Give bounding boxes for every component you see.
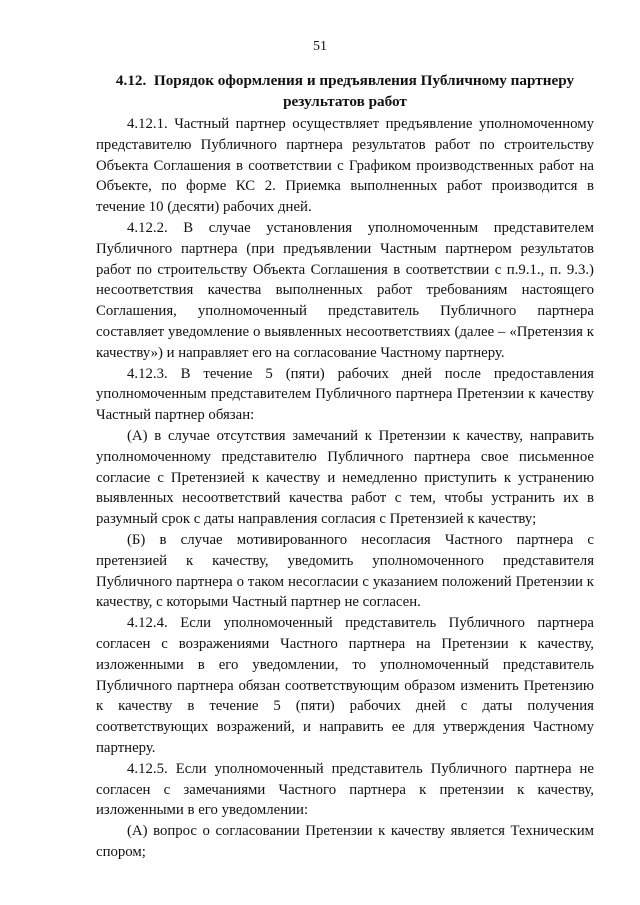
page-number: 51 [313, 39, 327, 54]
section-title-line2: результатов работ [283, 93, 407, 110]
paragraph-4-12-5: 4.12.5. Если уполномоченный представитель Публичного партнера не согласен с замечаниями Частного партнера к претензии к качеству, изложенными в его уведомлении: [96, 760, 594, 819]
section-title-line1: Порядок оформления и предъявления Публичному партнеру [153, 72, 575, 89]
paragraph-4-12-1: 4.12.1. Частный партнер осуществляет предъявление уполномоченному представителю Публичного партнера результатов работ по строительству Объекта Соглашения в соответствии с Графиком производственных работ на Объекте, по форме КС 2. Приемка выполненных работ производится в течение 10 (десяти) рабочих дней. [96, 116, 594, 216]
paragraph-4-12-3-b: (Б) в случае мотивированного несогласия Частного партнера с претензией к качеству, уведомить уполномоченного представителя Публичного партнера о таком несогласии с указанием положений Претензии к качеству, с которыми Частный партнер не согласен. [96, 531, 594, 611]
section-heading-line1 [96, 70, 594, 91]
paragraph-4-12-4: 4.12.4. Если уполномоченный представитель Публичного партнера согласен с возражениями Частного партнера на Претензии к качеству, изложенными в его уведомлении, то уполномоченный представитель Публичного партнера обязан соответствующим образом изменить Претензию к качеству в течение 5 (пяти) рабочих дней с даты получения соответствующих возражений, и направить ее для утверждения Частному партнеру. [96, 615, 594, 756]
paragraph-4-12-3: 4.12.3. В течение 5 (пяти) рабочих дней после предоставления уполномоченным представителем Публичного партнера Претензии к качеству Частный партнер обязан: [96, 365, 594, 424]
paragraph-4-12-5-a: (А) вопрос о согласовании Претензии к качеству является Техническим спором; [96, 823, 594, 860]
paragraph-4-12-3-a: (А) в случае отсутствия замечаний к Претензии к качеству, направить уполномоченному представителю Публичного партнера свое письменное согласие с Претензией к качеству и немедленно приступить к устранению выявленных несоответствий качества работ с тем, чтобы устранить их в разумный срок с даты направления согласия с Претензией к качеству; [96, 427, 594, 528]
paragraph-4-12-2: 4.12.2. В случае установления уполномоченным представителем Публичного партнера (при предъявлении Частным партнером результатов работ по строительству Объекта Соглашения в соответствии с п.9.1., п. 9.3.) несоответствия качества выполненных работ требованиям настоящего Соглашения, уполномоченный представитель Публичного партнера составляет уведомление о выявленных несоответствиях (далее – «Претензия к качеству») и направляет его на согласование Частному партнеру. [96, 219, 594, 361]
document-body [96, 114, 594, 863]
section-heading [96, 70, 594, 112]
section-number: 4.12. [115, 72, 147, 89]
